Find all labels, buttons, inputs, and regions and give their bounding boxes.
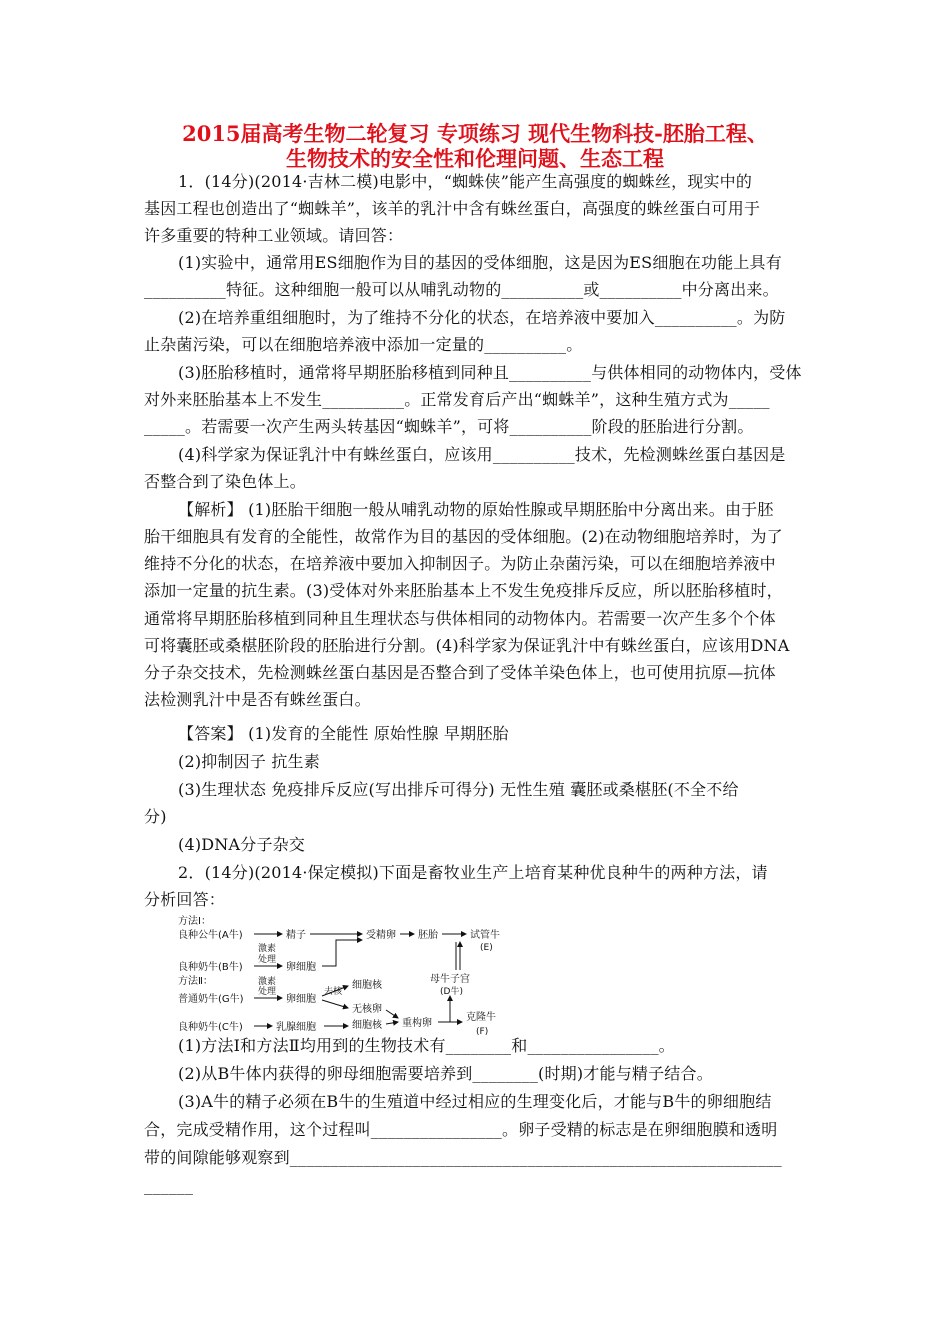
q1-part1-line: __________特征。这种细胞一般可以从哺乳动物的__________或__________中分离出来。 (144, 280, 779, 299)
d-label: (D牛) (440, 987, 463, 997)
c-cow-label: 良种奶牛(C牛) (178, 1022, 243, 1033)
q1-analysis-line: 胎干细胞具有发育的全能性，故常作为目的基因的受体细胞。(2)在动物细胞培养时，为了 (144, 527, 783, 546)
q1-answer-line: 【答案】 (1)发育的全能性 原始性腺 早期胚胎 (178, 724, 509, 743)
arrow (386, 1022, 398, 1024)
q1-part1-line: (1)实验中，通常用ES细胞作为目的基因的受体细胞，这是因为ES细胞在功能上具有 (178, 253, 782, 272)
b-cow-label: 良种奶牛(B牛) (178, 962, 243, 973)
nucleus-label: 细胞核 (352, 980, 382, 991)
fertilized-egg-label: 受精卵 (366, 930, 396, 941)
q2-stem-line: 2．(14分)(2014·保定模拟)下面是畜牧业生产上培育某种优良种牛的两种方法，请 (178, 863, 768, 882)
reconstructed-egg-label: 重构卵 (402, 1018, 432, 1029)
q1-analysis-line: 法检测乳汁中是否有蛛丝蛋白。 (144, 690, 371, 709)
q1-part4-line: 否整合到了染色体上。 (144, 472, 307, 491)
q1-stem-line: 基因工程也创造出了“蜘蛛羊”，该羊的乳汁中含有蛛丝蛋白，高强度的蛛丝蛋白可用于 (144, 199, 761, 218)
q1-part2-line: (2)在培养重组细胞时，为了维持不分化的状态，在培养液中要加入__________。为防 (178, 308, 786, 327)
test-tube-cow-label: 试管牛 (470, 930, 500, 941)
hormone-label: 激素 (258, 977, 277, 987)
q2-question-line: (1)方法Ⅰ和方法Ⅱ均用到的生物技术有________和________________。 (178, 1036, 675, 1055)
q1-stem-line: 1．(14分)(2014·吉林二模)电影中，“蜘蛛侠”能产生高强度的蜘蛛丝，现实中的 (178, 172, 753, 191)
arrow (322, 940, 362, 966)
a-bull-label: 良种公牛(A牛) (178, 930, 243, 941)
sperm-label: 精子 (286, 930, 306, 941)
q1-stem-line: 许多重要的特种工业领域。请回答： (144, 226, 404, 245)
q1-analysis-line: 分子杂交技术，先检测蛛丝蛋白基因是否整合到了受体羊染色体上，也可使用抗原—抗体 (144, 663, 776, 682)
oocyte-label: 卵细胞 (286, 962, 316, 973)
q1-analysis-line: 【解析】 (1)胚胎干细胞一般从哺乳动物的原始性腺或早期胚胎中分离出来。由于胚 (178, 500, 774, 519)
cattle-breeding-flow-diagram (176, 912, 536, 1044)
q1-part3-line: 对外来胚胎基本上不发生__________。正常发育后产出“蜘蛛羊”，这种生殖方式为_____ (144, 390, 770, 409)
q2-question-line: (2)从B牛体内获得的卵母细胞需要培养到________(时期)才能与精子结合。 (178, 1064, 713, 1083)
hormone-label: 激素 (258, 944, 277, 954)
q1-part3-line: _____。若需要一次产生两头转基因“蜘蛛羊”，可将__________阶段的胚胎进行分割。 (144, 417, 754, 436)
document-title-line-1: 2015届高考生物二轮复习 专项练习 现代生物科技-胚胎工程、 (182, 121, 768, 146)
q1-part3-line: (3)胚胎移植时，通常将早期胚胎移植到同种且__________与供体相同的动物体内，受体 (178, 363, 802, 382)
oocyte-label: 卵细胞 (286, 994, 316, 1005)
remove-nucleus-label: 去核 (324, 987, 343, 997)
document-title-line-2: 生物技术的安全性和伦理问题、生态工程 (286, 146, 664, 171)
q2-question-line: ______ (144, 1176, 194, 1195)
q1-analysis-line: 添加一定量的抗生素。(3)受体对外来胚胎基本上不发生免疫排斥反应，所以胚胎移植时， (144, 581, 783, 600)
q2-stem-line: 分析回答： (144, 890, 226, 909)
nucleus-label: 细胞核 (352, 1020, 382, 1031)
q1-analysis-line: 通常将早期胚胎移植到同种且生理状态与供体相同的动物体内。若需要一次产生多个个体 (144, 609, 776, 628)
q1-answer-line: 分) (144, 807, 167, 826)
clone-cow-label: 克隆牛 (466, 1012, 496, 1023)
q1-answer-line: (4)DNA分子杂交 (178, 835, 306, 854)
mammary-cell-label: 乳腺细胞 (276, 1022, 316, 1033)
arrow (386, 1010, 398, 1018)
method1-label: 方法Ⅰ： (178, 916, 211, 927)
method2-label: 方法Ⅱ： (178, 976, 213, 987)
treatment-label: 处理 (258, 955, 277, 965)
q2-question-line: 带的间隙能够观察到____________________________________________________________ (144, 1148, 782, 1167)
q1-analysis-line: 可将囊胚或桑椹胚阶段的胚胎进行分割。(4)科学家为保证乳汁中有蛛丝蛋白，应该用DNA (144, 636, 790, 655)
f-label: (F) (476, 1027, 489, 1037)
embryo-label: 胚胎 (418, 930, 438, 941)
q2-question-line: (3)A牛的精子必须在B牛的生殖道中经过相应的生理变化后，才能与B牛的卵细胞结 (178, 1092, 772, 1111)
q1-answer-line: (2)抑制因子 抗生素 (178, 752, 320, 771)
q1-part2-line: 止杂菌污染，可以在细胞培养液中添加一定量的__________。 (144, 335, 583, 354)
q1-analysis-line: 维持不分化的状态，在培养液中要加入抑制因子。为防止杂菌污染，可以在细胞培养液中 (144, 554, 776, 573)
enucleated-egg-label: 无核卵 (352, 1004, 382, 1015)
surrogate-uterus-label: 母牛子宫 (430, 974, 470, 985)
arrow (322, 1000, 348, 1008)
q1-answer-line: (3)生理状态 免疫排斥反应(写出排斥可得分) 无性生殖 囊胚或桑椹胚(不全不给 (178, 780, 739, 799)
treatment-label: 处理 (258, 987, 277, 997)
q1-part4-line: (4)科学家为保证乳汁中有蛛丝蛋白，应该用__________技术，先检测蛛丝蛋白基因是 (178, 445, 786, 464)
e-label: (E) (480, 943, 493, 953)
q2-question-line: 合，完成受精作用，这个过程叫________________。卵子受精的标志是在卵细胞膜和透明 (144, 1120, 778, 1139)
g-cow-label: 普通奶牛(G牛) (178, 994, 244, 1005)
